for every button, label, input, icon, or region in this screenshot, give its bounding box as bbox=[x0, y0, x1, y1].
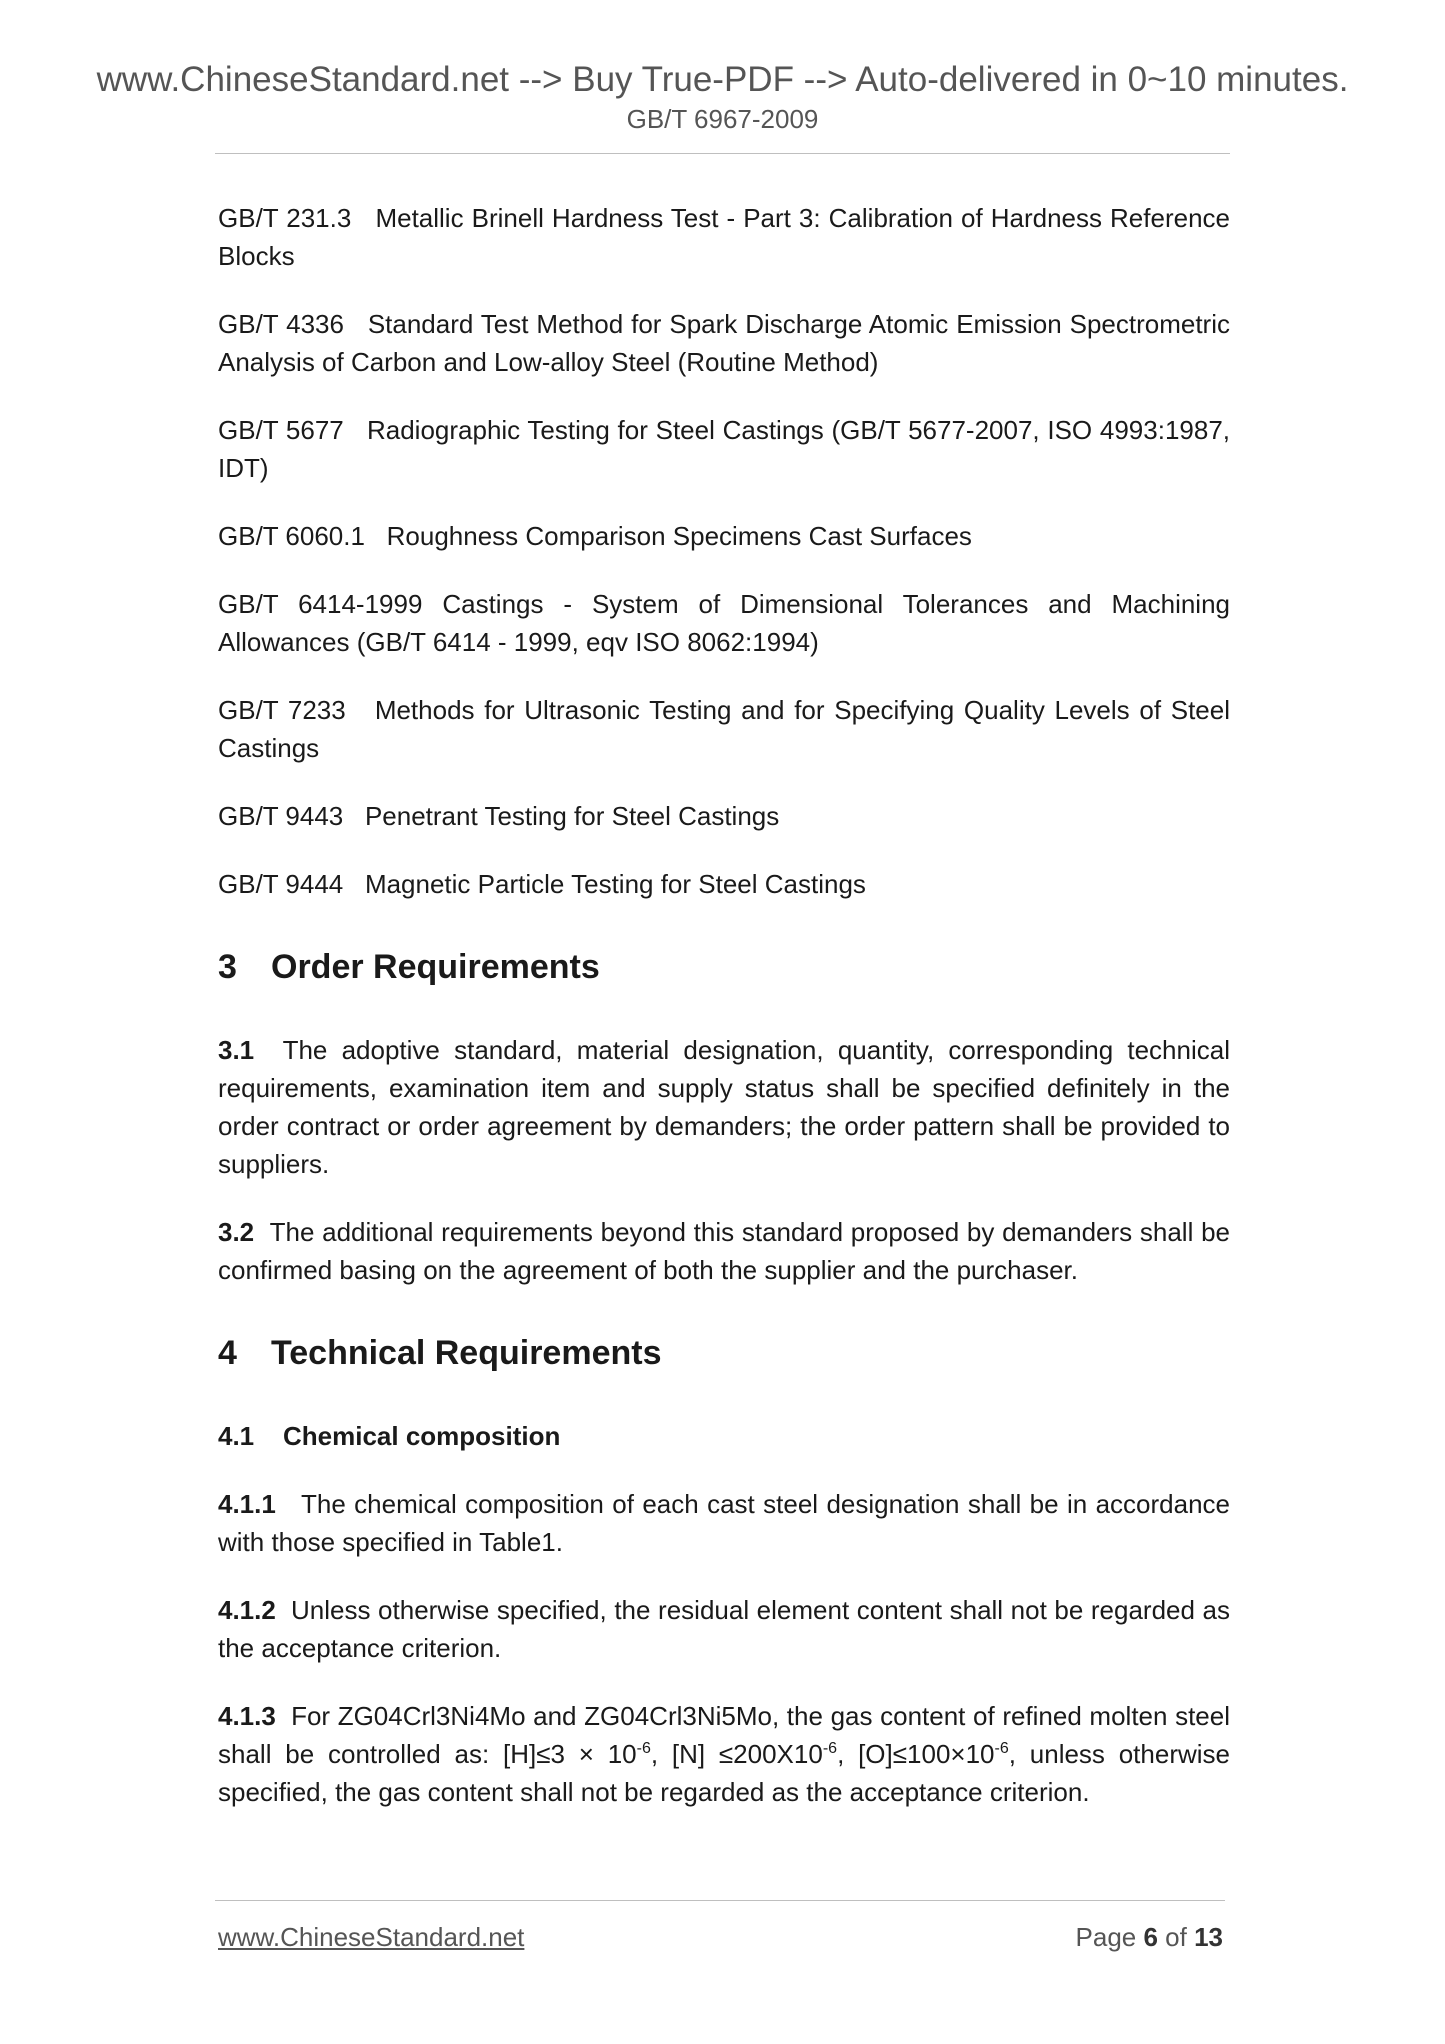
footer-site-link[interactable]: www.ChineseStandard.net bbox=[218, 1922, 525, 1952]
document-id: GB/T 6967-2009 bbox=[626, 104, 819, 134]
total-pages: 13 bbox=[1194, 1922, 1223, 1952]
clause-4-1-2 bbox=[218, 1591, 1230, 1667]
reference-code: GB/T 7233 bbox=[218, 695, 346, 725]
reference-title: Metallic Brinell Hardness Test - Part 3: Calibration of Hardness Reference Blocks bbox=[218, 203, 1230, 271]
reference-item bbox=[218, 411, 1230, 487]
clause-4-1-1 bbox=[218, 1485, 1230, 1561]
clause-3-2 bbox=[218, 1213, 1230, 1289]
reference-code: GB/T 9444 bbox=[218, 869, 344, 899]
clause-text-part: , [N] ≤200X10 bbox=[650, 1739, 823, 1769]
clause-text: The adoptive standard, material designation, quantity, corresponding technical requirements, examination item and supply status shall be specified definitely in the order contract or order agreement by demanders; the order pattern shall be provided to suppliers. bbox=[218, 1035, 1230, 1179]
subsection-4-1-heading bbox=[218, 1417, 1230, 1455]
clause-text: The chemical composition of each cast steel designation shall be in accordance with those specified in Table1. bbox=[218, 1489, 1231, 1557]
header-banner[interactable]: www.ChineseStandard.net --> Buy True-PDF --> Auto-delivered in 0~10 minutes. bbox=[96, 60, 1349, 99]
clause-number: 3.1 bbox=[218, 1035, 255, 1065]
exponent: -6 bbox=[994, 1740, 1009, 1757]
reference-code: GB/T 6060.1 bbox=[218, 521, 365, 551]
reference-code: GB/T 5677 bbox=[218, 415, 344, 445]
reference-item bbox=[218, 585, 1230, 661]
reference-item bbox=[218, 305, 1230, 381]
section-title: Order Requirements bbox=[271, 948, 600, 986]
exponent: -6 bbox=[822, 1740, 838, 1757]
reference-item bbox=[218, 865, 1230, 903]
clause-text-part: , unless otherwise specified, the gas content shall not be regarded as the acceptance criterion. bbox=[218, 1739, 1230, 1807]
reference-title: Castings - System of Dimensional Tolerances and Machining Allowances (GB/T 6414 - 1999, eqv ISO 8062:1994) bbox=[218, 589, 1231, 657]
subsection-title: Chemical composition bbox=[283, 1421, 561, 1451]
clause-number: 4.1.3 bbox=[218, 1701, 276, 1731]
clause-text-part: For ZG04Crl3Ni4Mo and ZG04Crl3Ni5Mo, the gas content of refined molten steel shall be controlled as: [H]≤3 × 10 bbox=[218, 1701, 1231, 1769]
reference-code: GB/T 6414-1999 bbox=[218, 589, 423, 619]
section-title: Technical Requirements bbox=[271, 1334, 662, 1372]
page-number: Page 6 of 13 bbox=[1075, 1922, 1223, 1952]
page-body bbox=[218, 199, 1230, 1841]
clause-number: 4.1.2 bbox=[218, 1595, 276, 1625]
clause-number: 4.1.1 bbox=[218, 1489, 276, 1519]
reference-title: Roughness Comparison Specimens Cast Surfaces bbox=[386, 521, 972, 551]
section-number: 4 bbox=[218, 1334, 237, 1372]
reference-item bbox=[218, 199, 1230, 275]
header-divider bbox=[215, 153, 1230, 154]
reference-title: Radiographic Testing for Steel Castings (GB/T 5677-2007, ISO 4993:1987, IDT) bbox=[218, 415, 1231, 483]
reference-code: GB/T 231.3 bbox=[218, 203, 352, 233]
clause-3-1 bbox=[218, 1031, 1230, 1183]
clause-number: 3.2 bbox=[218, 1217, 255, 1247]
reference-title: Penetrant Testing for Steel Castings bbox=[364, 801, 780, 831]
clause-4-1-3 bbox=[218, 1697, 1230, 1811]
reference-item bbox=[218, 797, 1230, 835]
section-4-heading bbox=[218, 1333, 1230, 1373]
clause-text: Unless otherwise specified, the residual element content shall not be regarded as the acceptance criterion. bbox=[218, 1595, 1230, 1663]
current-page: 6 bbox=[1143, 1922, 1158, 1952]
clause-text: The additional requirements beyond this standard proposed by demanders shall be confirmed basing on the agreement of both the supplier and the purchaser. bbox=[218, 1217, 1230, 1285]
reference-code: GB/T 9443 bbox=[218, 801, 344, 831]
section-3-heading bbox=[218, 947, 1230, 987]
reference-title: Magnetic Particle Testing for Steel Castings bbox=[364, 869, 866, 899]
clause-text-part: , [O]≤100×10 bbox=[837, 1739, 995, 1769]
reference-item bbox=[218, 517, 1230, 555]
footer-divider bbox=[215, 1900, 1225, 1901]
subsection-number: 4.1 bbox=[218, 1421, 255, 1451]
exponent: -6 bbox=[636, 1740, 651, 1757]
reference-title: Standard Test Method for Spark Discharge Atomic Emission Spectrometric Analysis of Carbon and Low-alloy Steel (Routine Method) bbox=[218, 309, 1230, 377]
section-number: 3 bbox=[218, 948, 237, 986]
reference-item bbox=[218, 691, 1230, 767]
reference-code: GB/T 4336 bbox=[218, 309, 344, 339]
reference-title: Methods for Ultrasonic Testing and for Specifying Quality Levels of Steel Castings bbox=[218, 695, 1230, 763]
